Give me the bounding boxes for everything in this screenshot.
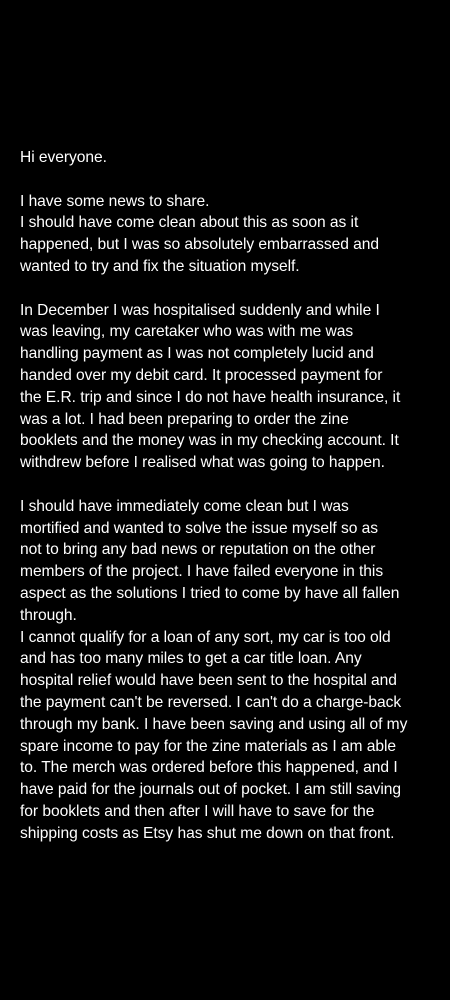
text-line: for booklets and then after I will have to save for the [20, 802, 375, 820]
text-line: was a lot. I had been preparing to order the zine [20, 410, 349, 428]
paragraph-hospital [20, 300, 446, 474]
paragraph-greeting [20, 147, 446, 169]
text-line: booklets and the money was in my checking account. It [20, 432, 399, 450]
text-line: withdrew before I realised what was going to happen. [20, 454, 385, 472]
text-line: the E.R. trip and since I do not have health insurance, it [20, 388, 401, 406]
text-line: and has too many miles to get a car title loan. Any [20, 650, 362, 668]
text-line: aspect as the solutions I tried to come by have all fallen [20, 584, 400, 602]
note-body [20, 147, 446, 845]
text-line: I cannot qualify for a loan of any sort, my car is too old [20, 628, 391, 646]
text-line: through. [20, 606, 77, 624]
text-line: have paid for the journals out of pocket. I am still saving [20, 781, 402, 799]
text-line: the payment can't be reversed. I can't do a charge-back [20, 693, 402, 711]
text-line: mortified and wanted to solve the issue myself so as [20, 519, 378, 537]
text-line: wanted to try and fix the situation myself. [20, 257, 300, 275]
text-line: In December I was hospitalised suddenly and while I [20, 301, 380, 319]
text-line: I have some news to share. [20, 192, 210, 210]
paragraph-news [20, 191, 446, 278]
paragraph-situation [20, 496, 446, 845]
text-line: handed over my debit card. It processed payment for [20, 366, 383, 384]
text-line: hospital relief would have been sent to the hospital and [20, 672, 397, 690]
text-line: was leaving, my caretaker who was with me was [20, 323, 354, 341]
text-line: happened, but I was so absolutely embarrassed and [20, 236, 380, 254]
text-line: I should have come clean about this as soon as it [20, 214, 359, 232]
text-line: spare income to pay for the zine materials as I am able [20, 737, 397, 755]
text-line: not to bring any bad news or reputation on the other [20, 541, 376, 559]
text-line: handling payment as I was not completely lucid and [20, 345, 374, 363]
text-line: Hi everyone. [20, 149, 107, 166]
text-line: shipping costs as Etsy has shut me down on that front. [20, 824, 395, 842]
text-line: through my bank. I have been saving and using all of my [20, 715, 408, 733]
text-line: I should have immediately come clean but I was [20, 497, 349, 515]
text-line: members of the project. I have failed everyone in this [20, 563, 384, 581]
text-line: to. The merch was ordered before this happened, and I [20, 759, 398, 777]
